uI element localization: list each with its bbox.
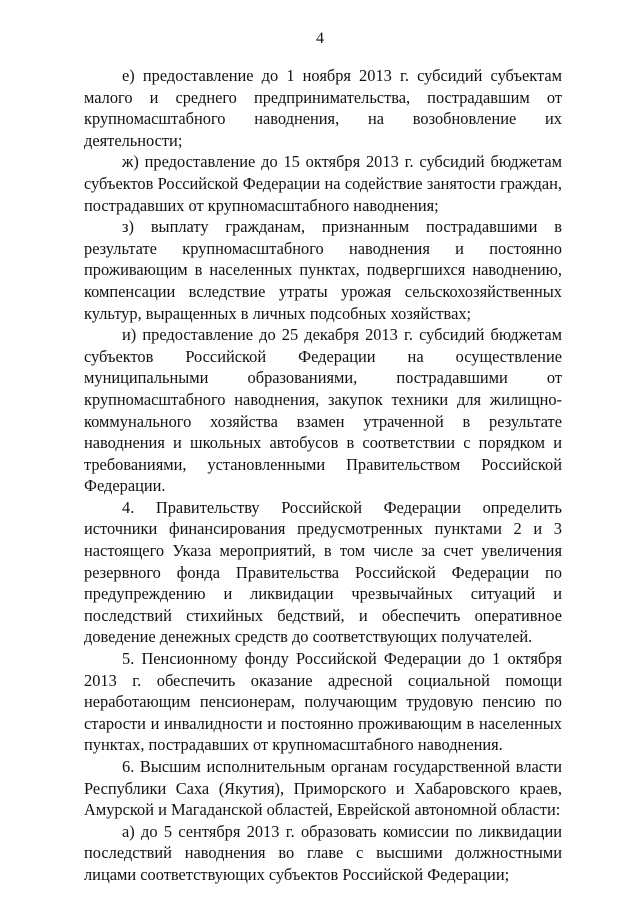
paragraph-e-smb-subsidies: е) предоставление до 1 ноября 2013 г. субсидий субъектам малого и среднего предпринимательства, пострадавшим от крупномасштабного наводнения, на возобновление их деятельности; [84,66,562,150]
paragraph-6-regional-authorities: 6. Высшим исполнительным органам государственной власти Республики Саха (Якутия), Приморского и Хабаровского краев, Амурской и Магаданской областей, Еврейской автономной области: [84,757,562,820]
paragraph-a-commissions: а) до 5 сентября 2013 г. образовать комиссии по ликвидации последствий наводнения во главе с высшими должностными лицами соответствующих субъектов Российской Федерации; [84,821,562,884]
page-number: 4 [316,30,324,47]
paragraph-4-government-funding: 4. Правительству Российской Федерации определить источники финансирования предусмотренных пунктами 2 и 3 настоящего Указа мероприятий, в том числе за счет увеличения резервного фонда Правительства Российской Федерации по предупреждению и ликвидации чрезвычайных ситуаций и последствий стихийных бедствий, и обеспечить оперативное доведение денежных средств до соответствующих получателей. [84,497,562,647]
paragraph-zh-employment-subsidies: ж) предоставление до 15 октября 2013 г. субсидий бюджетам субъектов Российской Федерации на содействие занятости граждан, пострадавших от крупномасштабного наводнения; [84,152,562,215]
document-body [84,65,562,886]
paragraph-i-equipment-subsidies: и) предоставление до 25 декабря 2013 г. субсидий бюджетам субъектов Российской Федерации на осуществление муниципальными образованиями, пострадавшими от крупномасштабного наводнения, закупок техники для жилищно-коммунального хозяйства взамен утраченной в результате наводнения и школьных автобусов в соответствии с порядком и требованиями, установленными Правительством Российской Федерации. [84,325,562,496]
paragraph-5-pension-fund: 5. Пенсионному фонду Российской Федерации до 1 октября 2013 г. обеспечить оказание адресной социальной помощи неработающим пенсионерам, получающим трудовую пенсию по старости и инвалидности и постоянно проживающим в населенных пунктах, пострадавших от крупномасштабного наводнения. [84,649,562,755]
paragraph-z-crop-compensation: з) выплату гражданам, признанным пострадавшими в результате крупномасштабного наводнения и постоянно проживающим в населенных пунктах, подвергшихся наводнению, компенсации вследствие утраты урожая сельскохозяйственных культур, выращенных в личных подсобных хозяйствах; [84,217,562,323]
